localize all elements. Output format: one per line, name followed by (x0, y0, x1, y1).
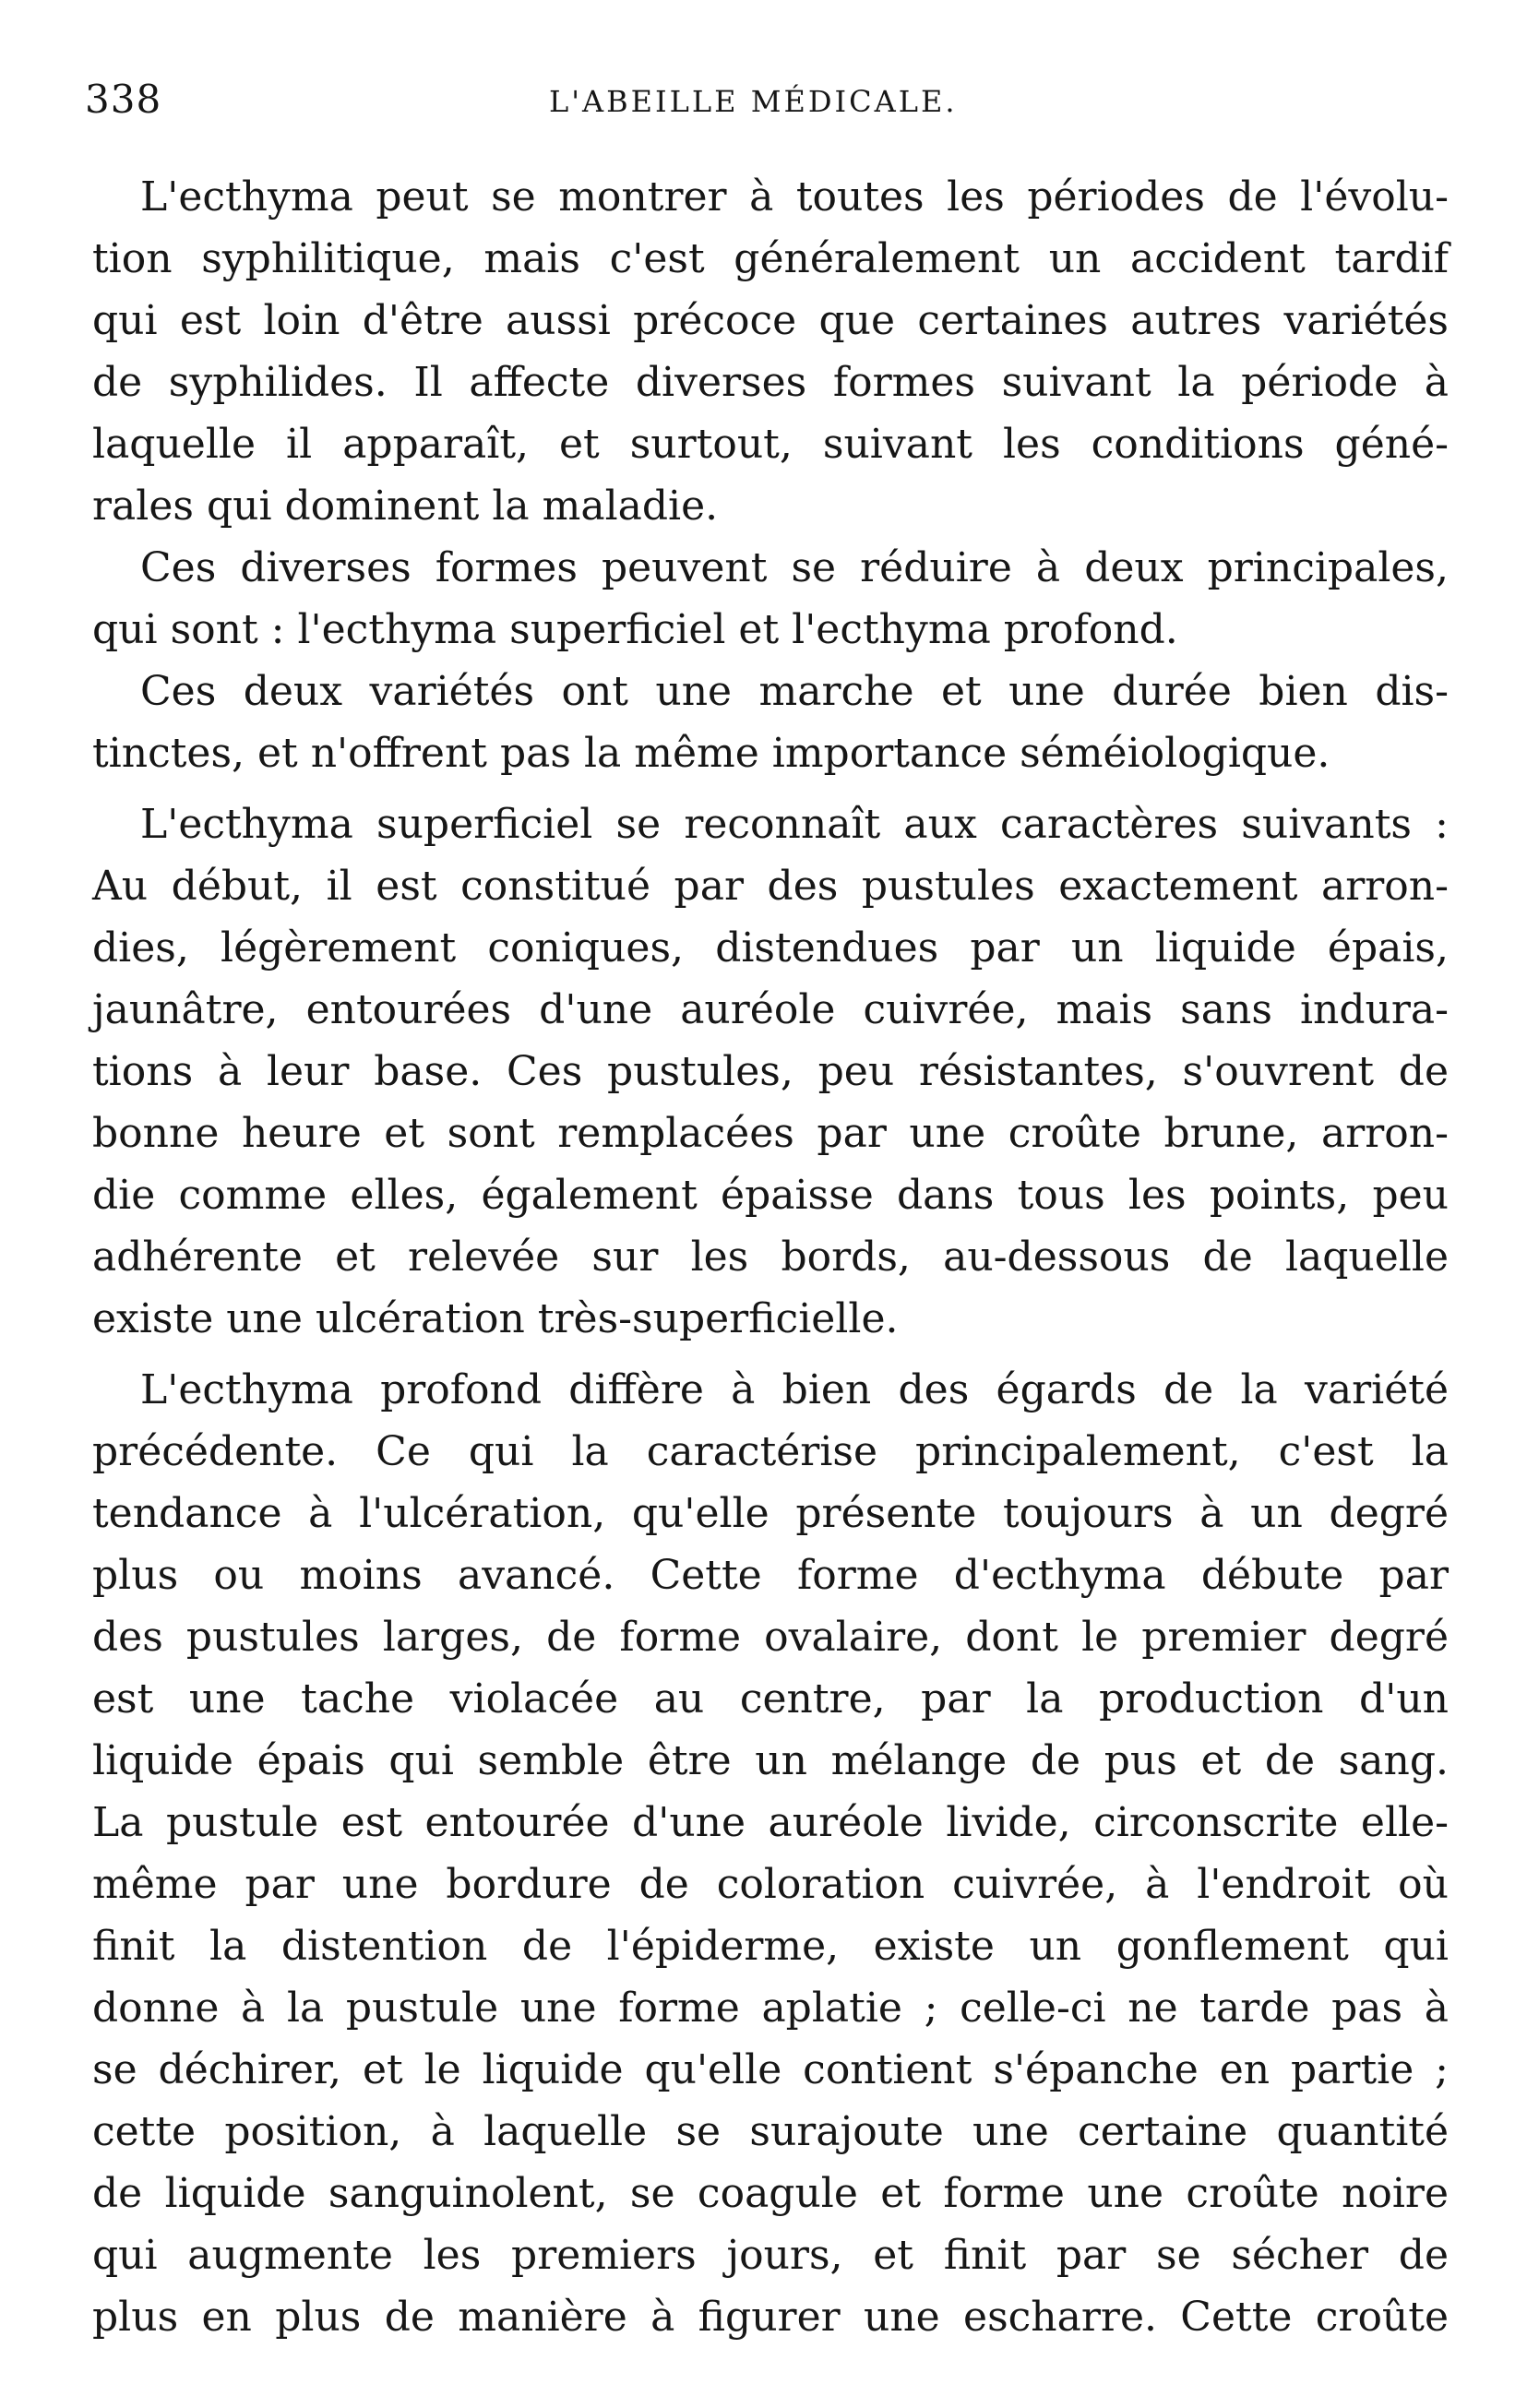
text-line: finit la distention de l'épiderme, existe un gonflement qui (92, 1923, 1449, 1970)
text-line: de syphilides. Il affecte diverses formes suivant la période à (92, 359, 1449, 406)
text-line: tinctes, et n'offrent pas la même importance séméiologique. (92, 730, 1330, 777)
text-line: qui sont : l'ecthyma superficiel et l'ecthyma profond. (92, 606, 1178, 653)
text-line: L'ecthyma profond diffère à bien des égards de la variété (140, 1366, 1449, 1413)
text-line: précédente. Ce qui la caractérise principalement, c'est la (92, 1428, 1449, 1475)
text-line: L'ecthyma superficiel se reconnaît aux caractères suivants : (140, 801, 1449, 848)
text-line: cette position, à laquelle se surajoute une certaine quantité (92, 2108, 1449, 2155)
text-line: qui augmente les premiers jours, et finit par se sécher de (92, 2232, 1449, 2279)
text-line: tion syphilitique, mais c'est généralement un accident tardif (92, 235, 1449, 282)
paragraph (92, 793, 1449, 1350)
text-line: même par une bordure de coloration cuivrée, à l'endroit où (92, 1861, 1449, 1908)
text-line: Ces deux variétés ont une marche et une durée bien dis- (140, 668, 1449, 715)
text-line: donne à la pustule une forme aplatie ; celle-ci ne tarde pas à (92, 1985, 1449, 2032)
text-line: existe une ulcération très-superficielle. (92, 1295, 899, 1342)
paragraph (92, 661, 1449, 784)
text-line: die comme elles, également épaisse dans tous les points, peu (92, 1172, 1449, 1219)
paragraph (92, 1359, 1449, 2348)
paragraph (92, 537, 1449, 661)
text-line: bonne heure et sont remplacées par une croûte brune, arron- (92, 1110, 1449, 1157)
text-line: dies, légèrement coniques, distendues par un liquide épais, (92, 924, 1449, 972)
text-line: Ces diverses formes peuvent se réduire à deux principales, (140, 544, 1449, 591)
text-line: Au début, il est constitué par des pustules exactement arron- (92, 863, 1449, 910)
text-line: La pustule est entourée d'une auréole livide, circonscrite elle- (92, 1799, 1449, 1846)
text-line: liquide épais qui semble être un mélange de pus et de sang. (92, 1737, 1449, 1784)
text-line: est une tache violacée au centre, par la production d'un (92, 1675, 1449, 1723)
text-line: tions à leur base. Ces pustules, peu résistantes, s'ouvrent de (92, 1048, 1449, 1095)
text-line: de liquide sanguinolent, se coagule et forme une croûte noire (92, 2170, 1449, 2217)
text-line: adhérente et relevée sur les bords, au-dessous de laquelle (92, 1234, 1449, 1281)
paragraph-gap (92, 784, 1449, 793)
text-line: tendance à l'ulcération, qu'elle présente toujours à un degré (92, 1490, 1449, 1537)
text-line: plus ou moins avancé. Cette forme d'ecthyma débute par (92, 1552, 1449, 1599)
page-number: 338 (85, 77, 162, 122)
text-line: L'ecthyma peut se montrer à toutes les périodes de l'évolu- (140, 173, 1449, 221)
text-line: laquelle il apparaît, et surtout, suivant les conditions géné- (92, 421, 1449, 468)
text-line: qui est loin d'être aussi précoce que certaines autres variétés (92, 297, 1449, 344)
paragraph-gap (92, 1350, 1449, 1359)
text-line: des pustules larges, de forme ovalaire, dont le premier degré (92, 1614, 1449, 1661)
body-text (92, 166, 1449, 2348)
text-line: se déchirer, et le liquide qu'elle contient s'épanche en partie ; (92, 2046, 1449, 2093)
text-line: plus en plus de manière à figurer une escharre. Cette croûte (92, 2294, 1449, 2341)
running-title: L'ABEILLE MÉDICALE. (549, 84, 958, 119)
text-line: jaunâtre, entourées d'une auréole cuivrée, mais sans indura- (92, 986, 1449, 1033)
paragraph (92, 166, 1449, 537)
text-line: rales qui dominent la maladie. (92, 483, 719, 530)
